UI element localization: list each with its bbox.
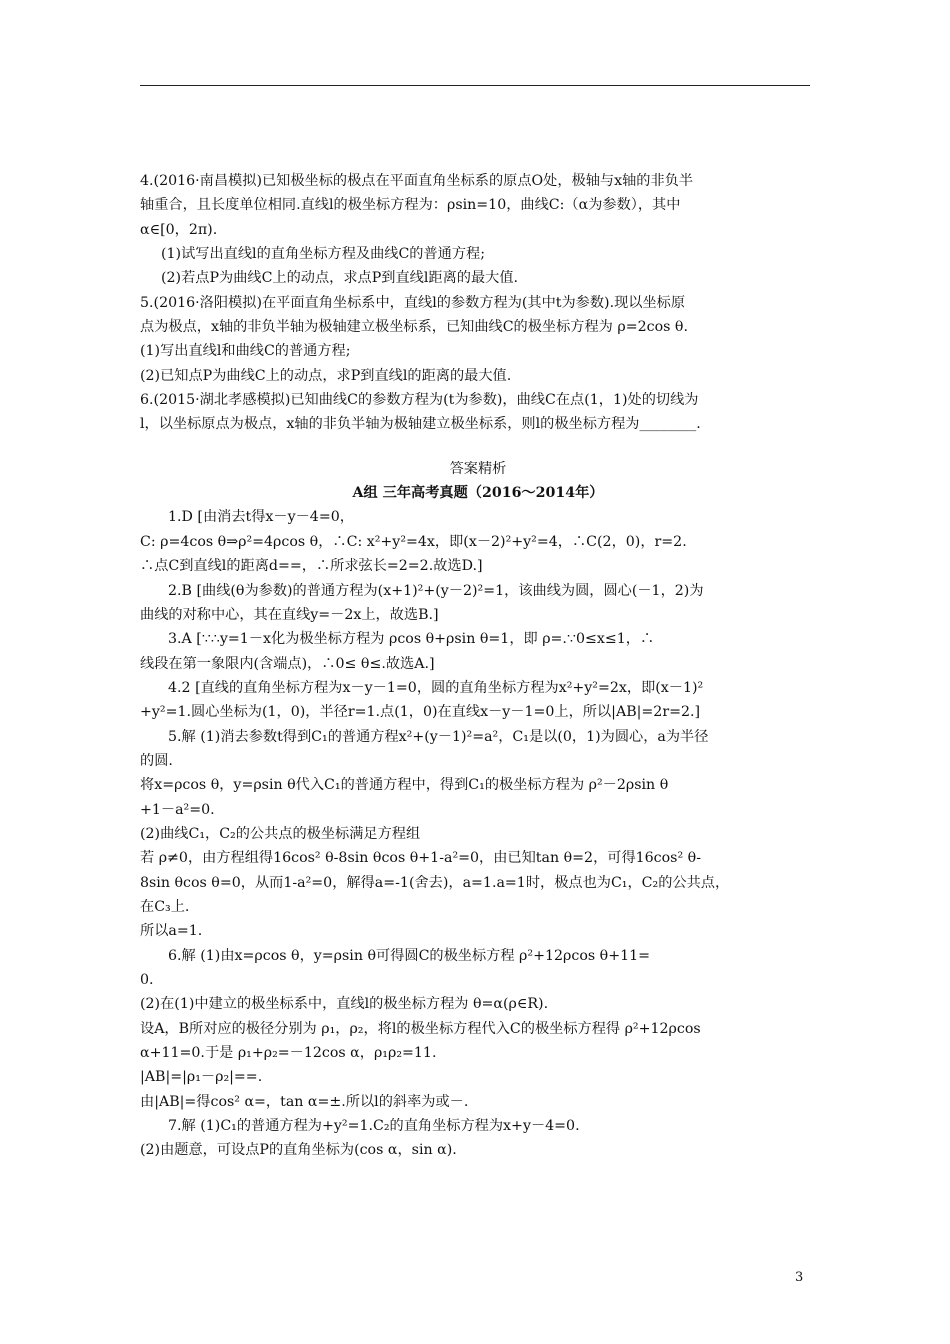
answer-6-line-4: 设A，B所对应的极径分别为 ρ₁，ρ₂，将l的极坐标方程代入C的极坐标方程得 ρ²+12ρcos	[140, 1020, 701, 1037]
answer-6-line-3: (2)在(1)中建立的极坐标系中，直线l的极坐标方程为 θ=α(ρ∈R).	[140, 996, 549, 1013]
answer-5-line-8: 在C₃上.	[140, 898, 190, 915]
problem-4-line-2: 轴重合，且长度单位相同.直线l的极坐标方程为：ρsin=10，曲线C:（α为参数），其中	[140, 197, 681, 214]
answer-2-line-2: 曲线的对称中心，其在直线y=－2x上，故选B.]	[140, 606, 439, 623]
answer-3-line-1: 3.A [∵∴y=1－x化为极坐标方程为 ρcos θ+ρsin θ=1，即 ρ=.∵0≤x≤1，∴	[168, 631, 655, 648]
answer-5-line-6: 若 ρ≠0，由方程组得16cos² θ-8sin θcos θ+1-a²=0，由已知tan θ=2，可得16cos² θ-	[140, 850, 701, 867]
answer-6-line-2: 0.	[140, 972, 154, 988]
page-number: 3	[795, 1270, 804, 1285]
problem-4-part-2: (2)若点P为曲线C上的动点，求点P到直线l距离的最大值.	[161, 270, 519, 287]
answer-6-line-5: α+11=0.于是 ρ₁+ρ₂=－12cos α，ρ₁ρ₂=11.	[140, 1045, 437, 1062]
problem-6-line-2: l，以坐标原点为极点，x轴的非负半轴为极轴建立极坐标系，则l的极坐标方程为________.	[140, 416, 701, 433]
answer-4-line-2: +y²=1.圆心坐标为(1，0)，半径r=1.点(1，0)在直线x－y－1=0上，所以|AB|=2r=2.]	[140, 704, 701, 721]
problem-4-line-1: 4.(2016·南昌模拟)已知极坐标的极点在平面直角坐标系的原点O处，极轴与x轴的非负半	[140, 173, 694, 189]
answer-6-line-1: 6.解 (1)由x=ρcos θ，y=ρsin θ可得圆C的极坐标方程 ρ²+12ρcos θ+11=	[168, 947, 651, 964]
problem-5-line-1: 5.(2016·洛阳模拟)在平面直角坐标系中，直线l的参数方程为(其中t为参数).现以坐标原	[140, 294, 686, 311]
answer-1-line-1: 1.D [由消去t得x－y－4=0，	[168, 509, 354, 526]
page-content	[140, 169, 816, 1163]
answer-3-line-2: 线段在第一象限内(含端点)，∴0≤ θ≤.故选A.]	[140, 655, 435, 672]
problem-5-part-1: (1)写出直线l和曲线C的普通方程;	[140, 343, 351, 360]
answer-6-line-6: |AB|=|ρ₁－ρ₂|==.	[140, 1069, 263, 1086]
answer-5-line-3: 将x=ρcos θ，y=ρsin θ代入C₁的普通方程中，得到C₁的极坐标方程为 ρ²－2ρsin θ	[140, 777, 669, 794]
answer-2-line-1: 2.B [曲线(θ为参数)的普通方程为(x+1)²+(y－2)²=1，该曲线为圆，圆心(－1，2)为	[168, 582, 704, 599]
problem-6-line-1: 6.(2015·湖北孝感模拟)已知曲线C的参数方程为(t为参数)，曲线C在点(1，1)处的切线为	[140, 392, 699, 409]
answer-4-line-1: 4.2 [直线的直角坐标方程为x－y－1=0，圆的直角坐标方程为x²+y²=2x，即(x－1)²	[168, 679, 704, 696]
answer-5-line-4: +1－a²=0.	[140, 801, 215, 818]
answer-6-line-7: 由|AB|=得cos² α=，tan α=±.所以l的斜率为或－.	[140, 1093, 469, 1110]
answer-5-line-2: 的圆.	[140, 752, 173, 769]
problem-5-part-2: (2)已知点P为曲线C上的动点，求P到直线l的距离的最大值.	[140, 367, 512, 384]
header-rule	[140, 85, 810, 86]
answer-5-line-7: 8sin θcos θ=0，从而1-a²=0，解得a=-1(舍去)，a=1.a=1时，极点也为C₁，C₂的公共点，	[140, 874, 730, 891]
answer-title: 答案精析	[449, 460, 507, 477]
problem-5-line-2: 点为极点，x轴的非负半轴为极轴建立极坐标系，已知曲线C的极坐标方程为 ρ=2cos θ.	[140, 319, 688, 336]
answer-1-line-2: C: ρ=4cos θ⇒ρ²=4ρcos θ，∴C: x²+y²=4x，即(x－2)²+y²=4，∴C(2，0)，r=2.	[140, 533, 687, 550]
answer-5-line-5: (2)曲线C₁，C₂的公共点的极坐标满足方程组	[140, 825, 421, 842]
answer-7-line-1: 7.解 (1)C₁的普通方程为+y²=1.C₂的直角坐标方程为x+y－4=0.	[168, 1118, 580, 1135]
section-title: A组 三年高考真题（2016～2014年）	[352, 485, 604, 502]
problem-4-line-3: α∈[0，2π).	[140, 221, 218, 238]
answer-5-line-1: 5.解 (1)消去参数t得到C₁的普通方程x²+(y－1)²=a²，C₁是以(0，1)为圆心，a为半径	[168, 728, 709, 745]
answer-7-line-2: (2)由题意，可设点P的直角坐标为(cos α，sin α).	[140, 1142, 457, 1159]
answer-1-line-3: ∴点C到直线l的距离d==，∴所求弦长=2=2.故选D.]	[140, 558, 483, 575]
problem-4-part-1: (1)试写出直线l的直角坐标方程及曲线C的普通方程;	[161, 246, 486, 263]
answer-5-line-9: 所以a=1.	[140, 923, 203, 940]
